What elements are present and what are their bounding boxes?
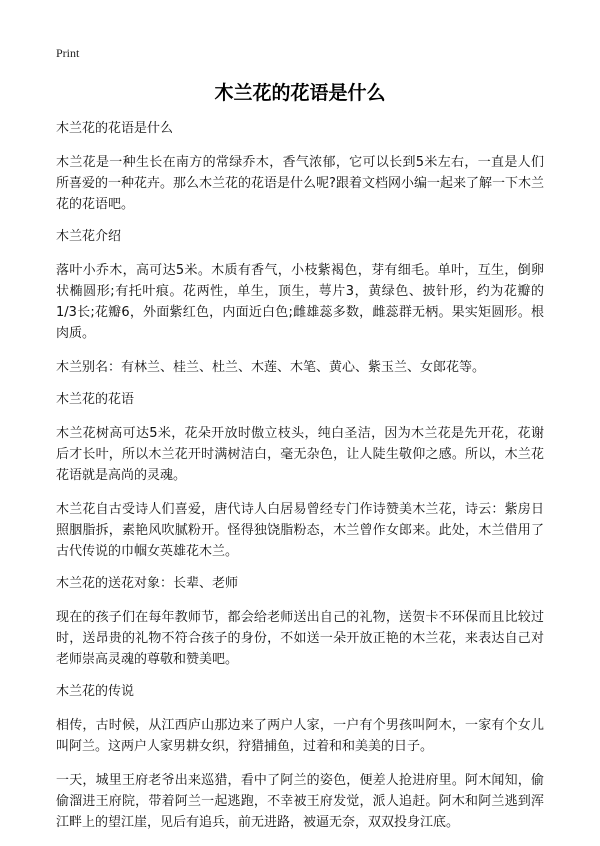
- paragraph-legend-1: 相传，古时候，从江西庐山那边来了两户人家，一户有个男孩叫阿木，一家有个女儿叫阿兰。这两户人家男耕女织，狩猎捕鱼，过着和和美美的日子。: [56, 718, 544, 754]
- section-heading-flower-language: 木兰花的花语: [56, 392, 135, 407]
- paragraph-description: 落叶小乔木，高可达5米。木质有香气，小枝紫褐色，芽有细毛。单叶，互生，倒卵状椭圆形;有托叶痕。花两性，单生，顶生，萼片3，黄绿色、披针形，约为花瓣的1/3长;花瓣6，外面紫红色，内面近白色;雌雄蕊多数，雌蕊群无柄。果实矩圆形。根肉质。: [56, 263, 544, 341]
- paragraph-flower-language: 木兰花树高可达5米，花朵开放时傲立枝头，纯白圣洁，因为木兰花是先开花，花谢后才长叶，所以木兰花开时满树洁白，毫无杂色，让人陡生敬仰之感。所以，木兰花花语就是高尚的灵魂。: [56, 426, 544, 483]
- section-heading-intro-title: 木兰花的花语是什么: [56, 121, 174, 136]
- document-title: 木兰花的花语是什么: [214, 82, 386, 104]
- paragraph-intro: 木兰花是一种生长在南方的常绿乔木，香气浓郁，它可以长到5米左右，一直是人们所喜爱的一种花卉。那么木兰花的花语是什么呢?跟着文档网小编一起来了解一下木兰花的花语吧。: [56, 155, 544, 212]
- paragraph-gift: 现在的孩子们在每年教师节，都会给老师送出自己的礼物，送贺卡不环保而且比较过时，送昂贵的礼物不符合孩子的身份，不如送一朵开放正艳的木兰花，来表达自己对老师崇高灵魂的尊敬和赞美吧。: [56, 610, 544, 667]
- print-link[interactable]: Print: [56, 46, 80, 60]
- section-heading-gift-recipients: 木兰花的送花对象：长辈、老师: [56, 576, 239, 591]
- paragraph-aliases: 木兰别名：有林兰、桂兰、杜兰、木莲、木笔、黄心、紫玉兰、女郎花等。: [56, 360, 486, 375]
- paragraph-poetry: 木兰花自古受诗人们喜爱，唐代诗人白居易曾经专门作诗赞美木兰花，诗云：紫房日照胭脂拆，素艳风吹腻粉开。怪得独饶脂粉态，木兰曾作女郎来。此处，木兰借用了古代传说的巾帼女英雄花木兰。: [56, 502, 544, 559]
- section-heading-introduction: 木兰花介绍: [56, 229, 122, 244]
- document-body: [56, 120, 544, 846]
- section-heading-legend: 木兰花的传说: [56, 684, 135, 699]
- paragraph-legend-2: 一天，城里王府老爷出来巡猎，看中了阿兰的姿色，便差人抢进府里。阿木闻知，偷偷溜进王府院，带着阿兰一起逃跑，不幸被王府发觉，派人追赶。阿木和阿兰逃到浑江畔上的望江崖，见后有追兵，前无进路，被逼无奈，双双投身江底。: [56, 773, 544, 830]
